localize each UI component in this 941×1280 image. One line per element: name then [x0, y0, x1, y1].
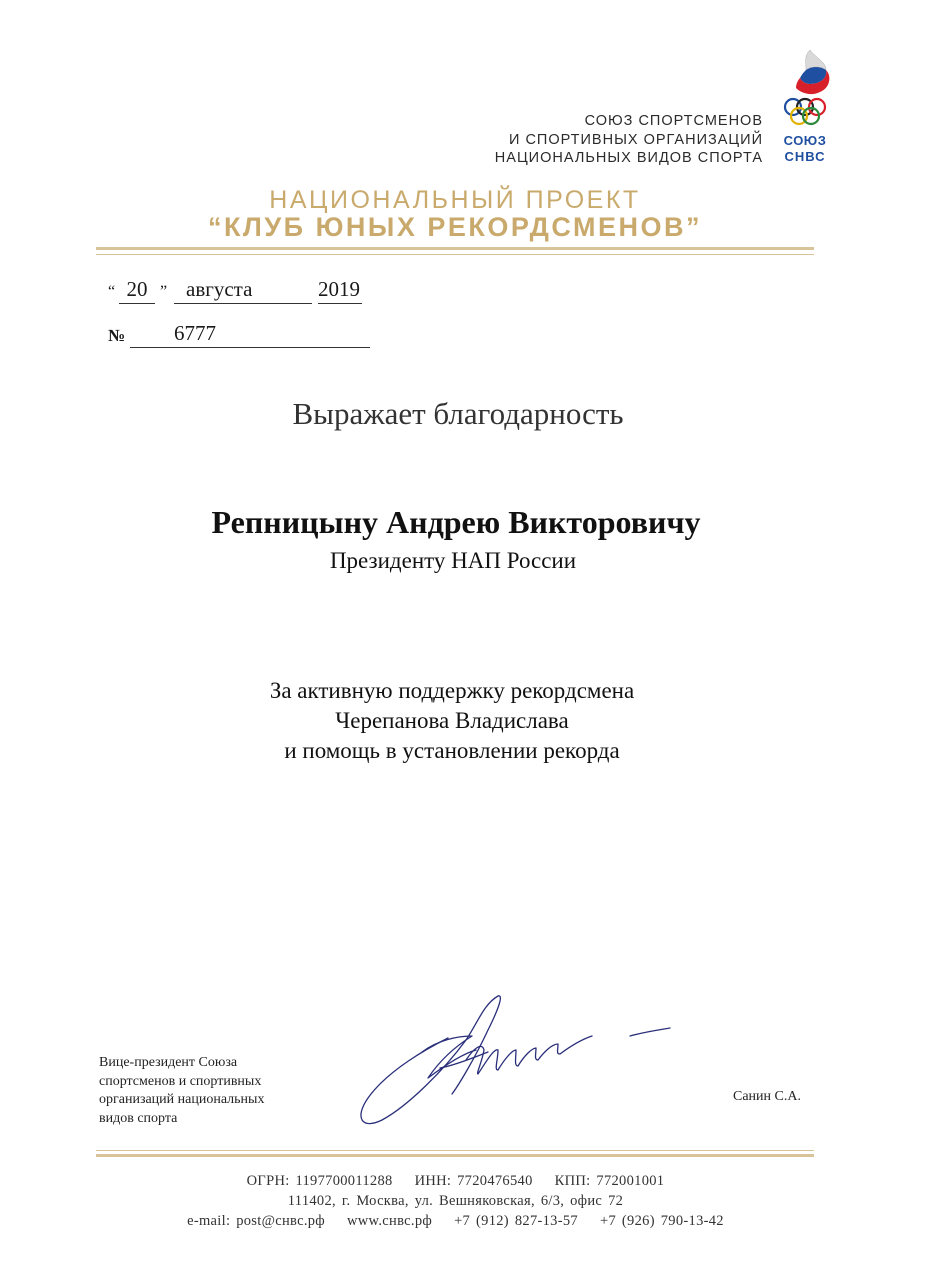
project-name: “КЛУБ ЮНЫХ РЕКОРДСМЕНОВ”: [207, 212, 703, 242]
footer-ogrn: ОГРН: 1197700011288: [246, 1173, 393, 1189]
document-title: Выражает благодарность: [292, 396, 624, 431]
document-number: 6777: [130, 321, 370, 348]
date-year: 2019: [318, 277, 362, 304]
footer-registration-line: [0, 1171, 911, 1191]
signer-title-line: спортсменов и спортивных: [99, 1073, 262, 1089]
header-divider-thin: [96, 254, 814, 255]
footer-website: www.снвс.рф: [347, 1213, 433, 1229]
footer-requisites: [0, 1171, 911, 1231]
handwritten-signature: [348, 990, 678, 1130]
logo-text-line2: СНВС: [784, 149, 826, 164]
number-label: №: [108, 326, 126, 345]
signer-title: [99, 1054, 264, 1128]
footer-contacts-line: [0, 1211, 911, 1231]
date-open-quote: “: [108, 283, 116, 300]
org-line: СОЮЗ СПОРТСМЕНОВ: [584, 113, 763, 129]
date-close-quote: ”: [160, 283, 168, 300]
signer-title-line: видов спорта: [99, 1110, 178, 1126]
signer-title-line: организаций национальных: [99, 1092, 265, 1107]
footer-divider-thin: [96, 1150, 814, 1151]
date-month: августа: [174, 277, 312, 304]
recipient-name: Репницыну Андрею Викторовичу: [211, 504, 701, 540]
reason-line: За активную поддержку рекордсмена: [269, 678, 635, 703]
logo-text-line1: СОЮЗ: [783, 133, 827, 148]
footer-inn: ИНН: 7720476540: [414, 1173, 533, 1189]
project-label: НАЦИОНАЛЬНЫЙ ПРОЕКТ: [269, 186, 641, 214]
reason-line: Черепанова Владислава: [335, 708, 569, 733]
date-day: 20: [119, 277, 155, 304]
footer-kpp: КПП: 772001001: [554, 1173, 665, 1189]
footer-divider: [96, 1154, 814, 1157]
footer-email: e-mail: post@снвс.рф: [187, 1213, 325, 1229]
gratitude-reason: [0, 676, 904, 766]
header-divider: [96, 247, 814, 250]
footer-address: 111402, г. Москва, ул. Вешняковская, 6/3, офис 72: [287, 1193, 624, 1209]
signer-name: Санин С.А.: [733, 1089, 801, 1104]
organization-name: [495, 112, 763, 168]
snvs-logo-icon: [776, 44, 834, 168]
footer-phone-1: +7 (912) 827-13-57: [454, 1213, 578, 1229]
recipient-position: Президенту НАП России: [329, 548, 577, 573]
reason-line: и помощь в установлении рекорда: [284, 738, 620, 763]
org-line: НАЦИОНАЛЬНЫХ ВИДОВ СПОРТА: [494, 150, 763, 166]
signer-title-line: Вице-президент Союза: [99, 1055, 238, 1070]
org-line: И СПОРТИВНЫХ ОРГАНИЗАЦИЙ: [509, 131, 763, 148]
footer-phone-2: +7 (926) 790-13-42: [599, 1213, 724, 1229]
